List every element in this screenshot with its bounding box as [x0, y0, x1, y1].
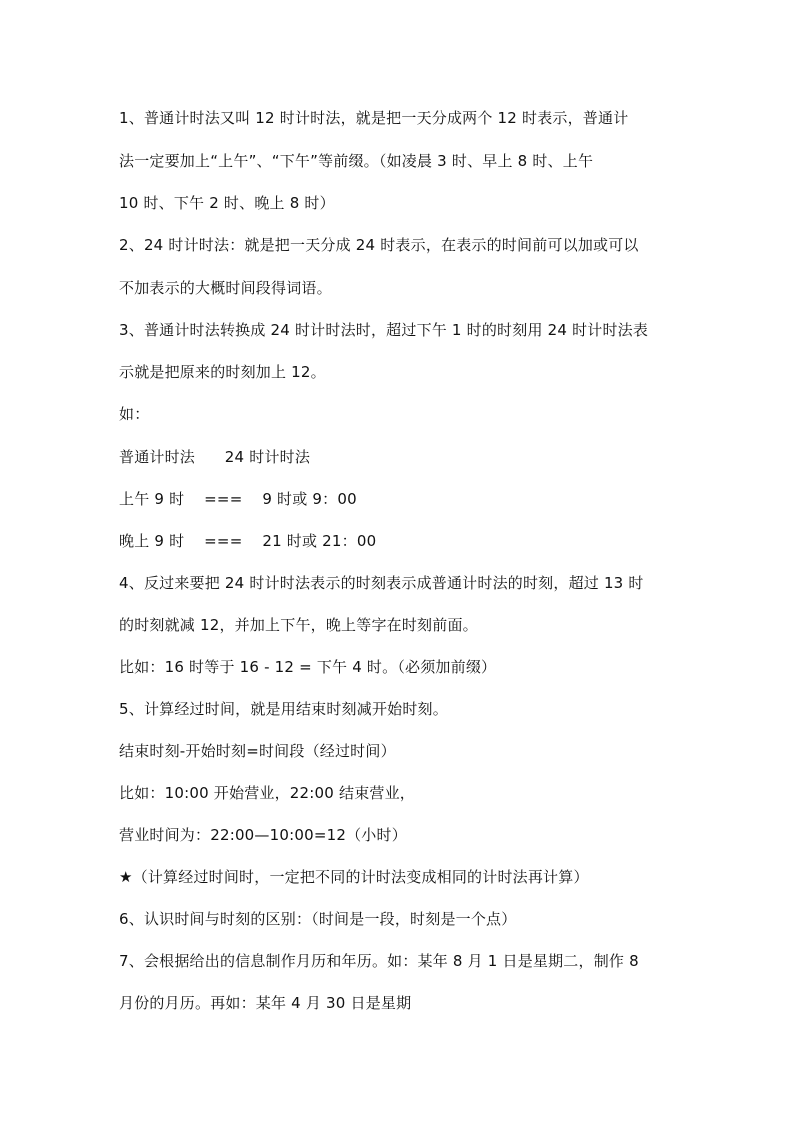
text-line: 6、认识时间与时刻的区别：（时间是一段，时刻是一个点）	[119, 910, 517, 928]
text-line: 7、会根据给出的信息制作月历和年历。如：某年 8 月 1 日是星期二，制作 8	[119, 952, 639, 970]
text-line: 2、24 时计时法：就是把一天分成 24 时表示，在表示的时间前可以加或可以	[119, 236, 639, 254]
text-line: 10 时、下午 2 时、晚上 8 时）	[119, 194, 335, 212]
text-line: ★（计算经过时间时，一定把不同的计时法变成相同的计时法再计算）	[119, 868, 589, 886]
text-line: 晚上 9 时 === 21 时或 21：00	[119, 532, 377, 550]
text-line: 示就是把原来的时刻加上 12。	[119, 363, 326, 381]
text-line: 结束时刻-开始时刻=时间段（经过时间）	[119, 742, 396, 760]
text-line: 3、普通计时法转换成 24 时计时法时，超过下午 1 时的时刻用 24 时计时法表	[119, 321, 649, 339]
text-line: 的时刻就减 12，并加上下午，晚上等字在时刻前面。	[119, 616, 478, 634]
text-line: 比如：16 时等于 16 - 12 = 下午 4 时。（必须加前缀）	[119, 658, 497, 676]
text-line: 普通计时法 24 时计时法	[119, 448, 311, 466]
text-line: 比如：10:00 开始营业，22:00 结束营业，	[119, 784, 415, 802]
text-line: 4、反过来要把 24 时计时法表示的时刻表示成普通计时法的时刻，超过 13 时	[119, 574, 644, 592]
text-line: 营业时间为：22:00—10:00=12（小时）	[119, 826, 407, 844]
text-line: 如：	[119, 405, 150, 423]
text-line: 不加表示的大概时间段得词语。	[119, 279, 332, 297]
text-line: 5、计算经过时间，就是用结束时刻减开始时刻。	[119, 700, 448, 718]
text-line: 1、普通计时法又叫 12 时计时法，就是把一天分成两个 12 时表示，普通计	[119, 109, 629, 127]
text-line: 上午 9 时 === 9 时或 9：00	[119, 490, 357, 508]
text-line: 法一定要加上“上午”、“下午”等前缀。（如凌晨 3 时、早上 8 时、上午	[119, 152, 594, 170]
text-line: 月份的月历。再如：某年 4 月 30 日是星期	[119, 994, 412, 1012]
